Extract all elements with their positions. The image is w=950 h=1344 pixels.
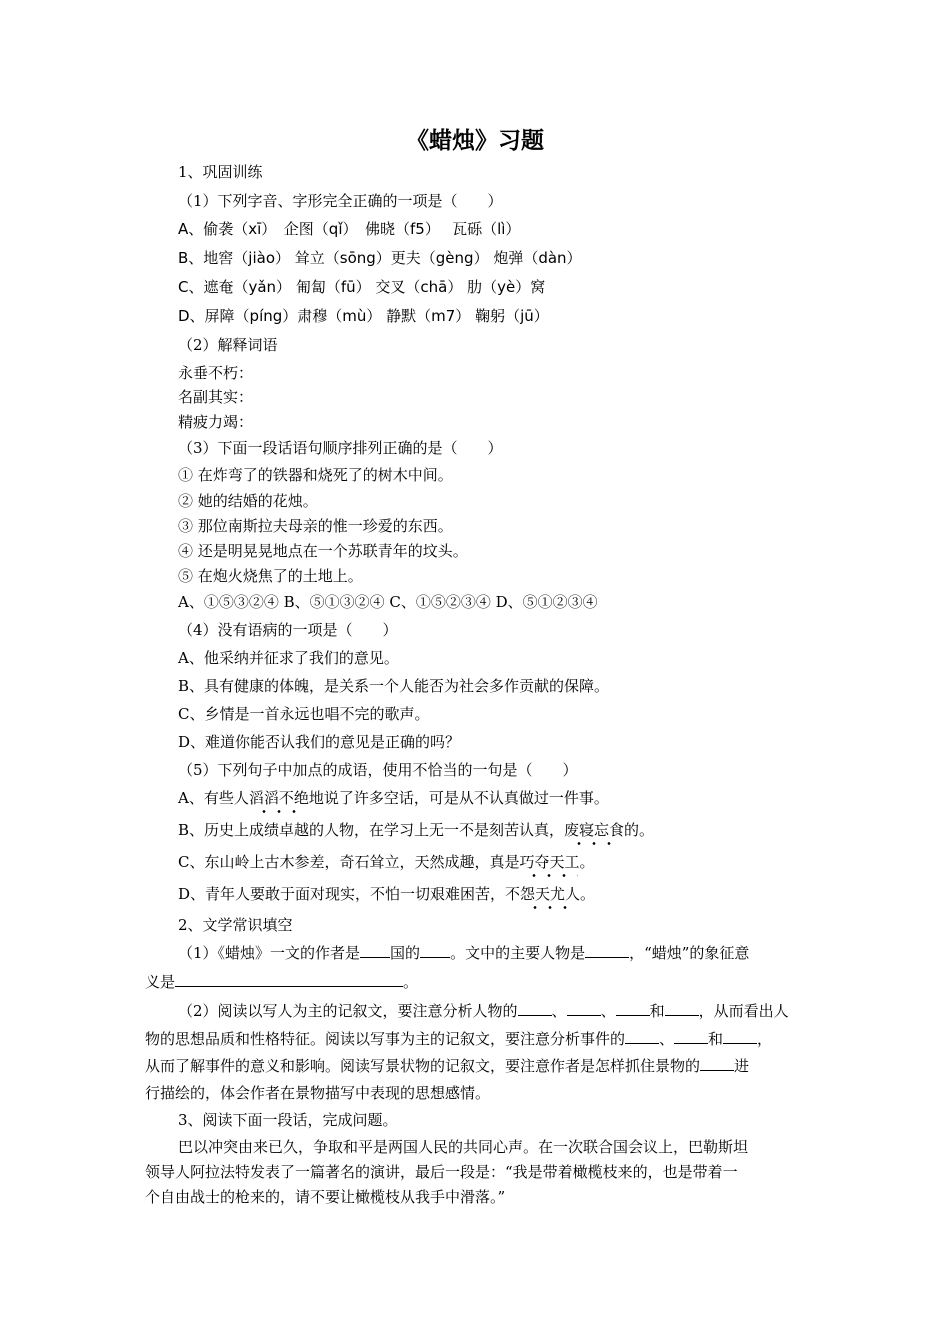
s2-p2-line-3 — [145, 1056, 749, 1076]
s2-p2-line-1 — [178, 1001, 789, 1021]
s2-p2-line-4: 行描绘的，体会作者在景物描写中表现的思想感情。 — [145, 1084, 491, 1102]
q5-option-a — [178, 788, 609, 808]
fill-blank — [723, 1029, 757, 1044]
s3-paragraph-line-2: 领导人阿拉法特发表了一篇著名的演讲，最后一段是：“我是带着橄榄枝来的，也是带着一 — [145, 1163, 738, 1181]
s2-p2-sep: 、 — [600, 1002, 616, 1020]
q2-word-1: 永垂不朽： — [178, 364, 254, 382]
s2-p2-and: 和 — [649, 1002, 665, 1020]
s2-p1-text-e: 义是 — [145, 973, 176, 991]
s2-p1-text-a: （1）《蜡烛》一文的作者是 — [178, 944, 361, 962]
fill-blank — [700, 1056, 734, 1071]
fill-blank — [674, 1029, 708, 1044]
s2-p1-line-1 — [178, 943, 749, 963]
s2-p1-line-2 — [145, 972, 418, 992]
q3-line-3: ③ 那位南斯拉夫母亲的惟一珍爱的东西。 — [178, 517, 453, 535]
fill-blank — [175, 972, 403, 987]
q3-line-1: ① 在炸弯了的铁器和烧死了的树木中间。 — [178, 466, 453, 484]
s2-p2-sep: 、 — [551, 1002, 567, 1020]
q5-b-idiom: 废寝忘食 — [564, 821, 625, 839]
fill-blank — [665, 1001, 699, 1016]
fill-blank — [567, 1001, 601, 1016]
s2-p1-text-c: 。文中的主要人物是 — [450, 944, 586, 962]
fill-blank — [360, 943, 390, 958]
section-2-heading: 2、文学常识填空 — [178, 916, 293, 934]
q3-line-4: ④ 还是明晃晃地点在一个苏联青年的坟头。 — [178, 542, 468, 560]
q4-option-a: A、他采纳并征求了我们的意见。 — [178, 649, 399, 667]
s2-p2-text-d: 从而了解事件的意义和影响。阅读写景状物的记叙文，要注意作者是怎样抓住景物的 — [145, 1057, 701, 1075]
q2-word-2: 名副其实： — [178, 388, 254, 406]
fill-blank — [420, 943, 450, 958]
q3-line-5: ⑤ 在炮火烧焦了的土地上。 — [178, 567, 363, 585]
q1-stem: （1）下列字音、字形完全正确的一项是（ ） — [178, 192, 503, 210]
q3-stem: （3）下面一段话语句顺序排列正确的是（ ） — [178, 439, 503, 457]
q1-option-d: D、屏障（píng）肃穆（mù） 静默（m7） 鞠躬（jū） — [178, 307, 549, 325]
fill-blank — [616, 1001, 650, 1016]
q5-a-pre: A、有些人 — [178, 789, 249, 807]
s2-p2-comma: ， — [757, 1030, 773, 1048]
q4-option-c: C、乡情是一首永远也唱不完的歌声。 — [178, 705, 430, 723]
q5-b-pre: B、历史上成绩卓越的人物，在学习上无一不是刻苦认真， — [178, 821, 565, 839]
q1-option-b: B、地窖（jiào） 耸立（sōng）更夫（gèng） 炮弹（dàn） — [178, 249, 582, 267]
section-3-heading: 3、阅读下面一段话，完成问题。 — [178, 1111, 398, 1129]
fill-blank — [518, 1001, 552, 1016]
q1-option-a: A、偷袭（xī） 企图（qǐ） 佛晓（f5） 瓦砾（lì） — [178, 220, 521, 238]
q5-a-post: 地说了许多空话，可是从不认真做过一件事。 — [308, 789, 609, 807]
page-title: 《蜡烛》习题 — [406, 128, 544, 154]
fill-blank — [625, 1029, 659, 1044]
q4-option-d: D、难道你能否认我们的意见是正确的吗？ — [178, 733, 461, 751]
q4-stem: （4）没有语病的一项是（ ） — [178, 621, 398, 639]
q5-c-pre: C、东山岭上古木参差，奇石耸立，天然成趣，真是 — [178, 853, 520, 871]
q5-d-post: 。 — [580, 885, 596, 903]
s2-p1-text-b: 国的 — [390, 944, 421, 962]
s2-p1-text-d: ，“蜡烛”的象征意 — [629, 944, 750, 962]
s2-p2-and: 和 — [708, 1030, 724, 1048]
s2-p2-text-c: 物的思想品质和性格特征。阅读以写事为主的记叙文，要注意分析事件的 — [145, 1030, 626, 1048]
q3-line-2: ② 她的结婚的花烛。 — [178, 492, 318, 510]
q5-c-idiom: 巧夺天工 — [519, 853, 580, 871]
q5-stem: （5）下列句子中加点的成语，使用不恰当的一句是（ ） — [178, 761, 578, 779]
s2-p1-text-f: 。 — [403, 973, 419, 991]
q5-option-c — [178, 852, 595, 872]
q5-option-d — [178, 884, 595, 904]
s2-p2-text-a: （2）阅读以写人为主的记叙文，要注意分析人物的 — [178, 1002, 518, 1020]
q4-option-b: B、具有健康的体魄，是关系一个人能否为社会多作贡献的保障。 — [178, 677, 610, 695]
q2-stem: （2）解释词语 — [178, 336, 278, 354]
s2-p2-sep: 、 — [659, 1030, 675, 1048]
s2-p2-text-b: ，从而看出人 — [698, 1002, 789, 1020]
q5-c-post: 。 — [579, 853, 595, 871]
q1-option-c: C、遮奄（yǎn） 匍匐（fū） 交叉（chā） 肋（yè）窝 — [178, 278, 546, 296]
q5-d-pre: D、青年人要敢于面对现实，不怕一切艰难困苦，不 — [178, 885, 521, 903]
s2-p2-line-2 — [145, 1029, 772, 1049]
q2-word-3: 精疲力竭： — [178, 413, 254, 431]
s3-paragraph-line-1: 巴以冲突由来已久，争取和平是两国人民的共同心声。在一次联合国会议上，巴勒斯坦 — [178, 1138, 749, 1156]
q5-option-b — [178, 820, 654, 840]
section-1-heading: 1、巩固训练 — [178, 163, 263, 181]
q5-a-idiom: 滔滔不绝 — [248, 789, 309, 807]
q5-d-idiom: 怨天尤人 — [520, 885, 581, 903]
s2-p2-text-e: 进 — [734, 1057, 750, 1075]
q5-b-post: 的。 — [624, 821, 655, 839]
s3-paragraph-line-3: 个自由战士的枪来的，请不要让橄榄枝从我手中滑落。” — [145, 1188, 506, 1206]
q3-options: A、①⑤③②④ B、⑤①③②④ C、①⑤②③④ D、⑤①②③④ — [178, 593, 598, 611]
fill-blank — [585, 943, 629, 958]
